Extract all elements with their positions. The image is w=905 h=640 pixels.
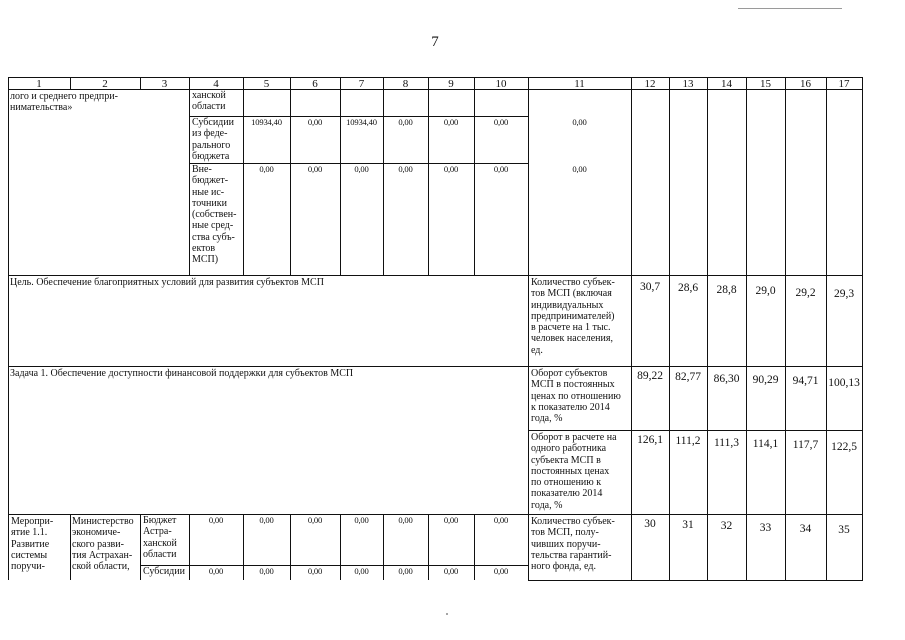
column-number-7: 7 [358, 78, 365, 90]
grid-vline [70, 77, 71, 89]
task-indicator-value: 94,71 [792, 375, 819, 388]
task-indicator-value: 86,30 [713, 372, 740, 385]
funding-value: 0,00 [354, 566, 369, 576]
grid-hline [528, 580, 863, 581]
funding-value: 0,00 [259, 164, 274, 174]
column-number-17: 17 [838, 78, 850, 90]
grid-vline [140, 77, 141, 89]
task-indicator-value: 90,29 [752, 373, 779, 386]
grid-vline [70, 514, 71, 580]
measure-indicator-value: 35 [838, 524, 850, 536]
grid-vline [631, 77, 632, 580]
funding-value: 0,00 [443, 117, 459, 127]
grid-vline [428, 514, 429, 580]
task-indicator: Оборот субъектов МСП в постоянных ценах по отношению к показателю 2014 года, % [531, 368, 621, 425]
funding-value: 0,00 [307, 117, 323, 127]
measure-indicator-value: 33 [759, 521, 772, 534]
goal-indicator-value: 29,3 [833, 288, 855, 300]
column-number-16: 16 [800, 78, 811, 90]
funding-value: 0,00 [208, 566, 224, 576]
task-top-border [8, 366, 863, 367]
measure-indicator-value: 30 [644, 518, 656, 530]
grid-vline [826, 77, 827, 580]
goal-indicator-value: 30,7 [639, 281, 661, 293]
task-indicator-value: 100,13 [828, 376, 860, 389]
funding-value: 0,00 [398, 117, 413, 127]
grid-vline [669, 77, 670, 580]
task-indicator-value: 82,77 [675, 371, 701, 384]
column-number-13: 13 [682, 78, 694, 90]
measure-name: Меропри- ятие 1.1. Развитие системы поручи- [11, 516, 54, 573]
column-number-6: 6 [312, 78, 318, 90]
funding-value: 0,00 [493, 515, 509, 525]
task-indicator-value: 89,22 [637, 370, 663, 382]
grid-hline [528, 430, 863, 431]
column-number-5: 5 [263, 78, 270, 90]
grid-vline [290, 77, 291, 275]
funding-value: 0,00 [307, 515, 323, 525]
grid-vline [383, 514, 384, 580]
column-number-12: 12 [644, 78, 656, 90]
measure-indicator-value: 34 [799, 522, 812, 535]
funding-value: 0,00 [572, 164, 587, 174]
column-number-11: 11 [574, 78, 585, 90]
funding-source: Вне- бюджет- ные ис- точники (собствен- ные сред- ства субъ- ектов МСП) [192, 164, 237, 266]
column-number-14: 14 [721, 78, 732, 90]
speck [446, 613, 448, 615]
column-number-2: 2 [102, 78, 108, 90]
measure-executor: Министерство экономиче- ского разви- тия Астрахан- ской области, [72, 516, 134, 573]
funding-value: 0,00 [443, 515, 459, 525]
funding-value: 0,00 [208, 515, 224, 525]
funding-value: 0,00 [493, 117, 509, 127]
measure-indicator-value: 31 [682, 519, 694, 532]
funding-value: 0,00 [443, 164, 459, 174]
table-left-border [8, 77, 9, 580]
funding-value: 0,00 [259, 566, 274, 576]
task-text: Задача 1. Обеспечение доступности финансовой поддержки для субъектов МСП [10, 368, 354, 379]
task-indicator: Оборот в расчете на одного работника субъекта МСП в постоянных ценах по отношению к показателю 2014 года, % [531, 432, 617, 511]
task-indicator-value: 111,3 [713, 436, 740, 449]
funding-source: Субсидии [143, 566, 185, 577]
funding-value: 0,00 [354, 515, 369, 525]
column-number-8: 8 [402, 78, 409, 90]
goal-top-border [8, 275, 863, 276]
funding-value: 0,00 [398, 515, 413, 525]
goal-indicator: Количество субъек- тов МСП (включая индивидуальных предпринимателей) в расчете на 1 тыс. человек населения, ед. [531, 277, 615, 356]
grid-vline [189, 77, 190, 275]
measure-indicator-value: 32 [720, 520, 733, 533]
funding-value: 0,00 [443, 566, 459, 576]
grid-vline [707, 77, 708, 580]
grid-vline [290, 514, 291, 580]
page-number: 7 [431, 34, 439, 50]
funding-value: 0,00 [307, 164, 323, 174]
goal-indicator-value: 29,0 [755, 285, 776, 298]
funding-value: 10934,40 [251, 117, 282, 127]
grid-vline [746, 77, 747, 580]
grid-vline [528, 77, 529, 580]
column-number-15: 15 [760, 78, 771, 90]
funding-value: 0,00 [354, 164, 369, 174]
measure-indicator: Количество субъек- тов МСП, полу- чивших поручи- тельства гарантий- ного фонда, ед. [531, 516, 615, 573]
goal-indicator-value: 28,8 [716, 283, 737, 296]
task-indicator-value: 126,1 [637, 434, 663, 446]
funding-value: 0,00 [493, 566, 509, 576]
org-name-continued: лого и среднего предпри- нимательства» [10, 91, 118, 114]
goal-indicator-value: 28,6 [677, 282, 699, 295]
column-number-3: 3 [161, 78, 168, 90]
task-indicator-value: 111,2 [675, 435, 701, 448]
grid-vline [140, 514, 141, 580]
grid-vline [243, 77, 244, 275]
funding-source: Бюджет Астра- ханской области [143, 515, 177, 560]
table-right-border [862, 77, 863, 580]
funding-value: 0,00 [572, 117, 587, 127]
funding-value: 0,00 [493, 164, 509, 174]
grid-vline [383, 77, 384, 275]
funding-value: 0,00 [398, 164, 413, 174]
column-number-9: 9 [448, 78, 454, 90]
grid-vline [340, 514, 341, 580]
grid-vline [340, 77, 341, 275]
funding-value: 10934,40 [346, 117, 377, 127]
grid-vline [474, 514, 475, 580]
column-number-10: 10 [495, 78, 507, 90]
task-indicator-value: 122,5 [831, 440, 857, 453]
funding-value: 0,00 [398, 566, 413, 576]
funding-source: ханской области [192, 90, 226, 113]
grid-vline [474, 77, 475, 275]
task-indicator-value: 117,7 [792, 439, 819, 452]
task-indicator-value: 114,1 [752, 437, 779, 450]
funding-value: 0,00 [307, 566, 323, 576]
column-number-1: 1 [36, 78, 42, 90]
goal-indicator-value: 29,2 [795, 286, 816, 299]
grid-vline [243, 514, 244, 580]
funding-source: Субсидии из феде- рального бюджета [192, 117, 234, 162]
grid-vline [785, 77, 786, 580]
grid-vline [428, 77, 429, 275]
goal-text: Цель. Обеспечение благоприятных условий для развития субъектов МСП [10, 277, 324, 288]
column-number-4: 4 [213, 78, 219, 90]
funding-value: 0,00 [259, 515, 274, 525]
